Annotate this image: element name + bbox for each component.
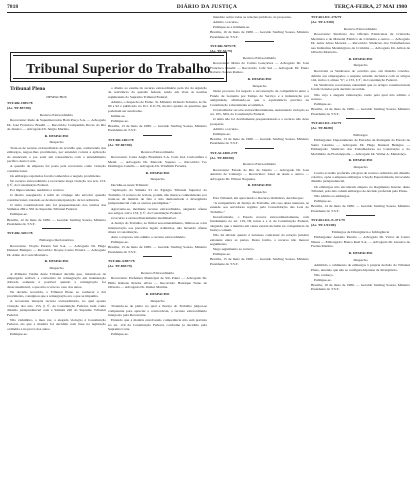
- case-number: TST-RR-1601/78: [108, 137, 134, 142]
- paragraph: Embargante: Departamento de Estradas de Rodagem do Estado de Santa Catarina — Advogado Dr. Hugo Danzeri Benigno — Embargado: Sindicato dos Trabalhadores na Construção e do Mobiliário de Florianópolis — Advogado Dr. Walter A. Mendonça.: [311, 138, 410, 156]
- section-heading: Despacho: [252, 190, 267, 195]
- case-number: TST-RR-4/487/78: [108, 259, 135, 264]
- paragraph: Os Sindicatos recorrentes entendem que os artigos constitucionais foram violados pela decisão recorrida.: [311, 83, 410, 92]
- case-number: TST-RO-DC-E-471/79: [311, 218, 345, 223]
- paragraph: Recorrente: Caixa Anglo Brasileira S.A. Com. Ind. Carbonífera e Metal. — Advogado Dr. Marcelo Sapeno — Recorrido: Ivo Domingos Canella — Advogado Dr. Wladimir Ferreira.: [108, 155, 207, 169]
- column-4: [311, 15, 410, 293]
- section-heading: Despacho: [150, 177, 165, 182]
- paragraph: Publique-se e intimem-se.: [213, 25, 250, 30]
- ruling-heading: R. DESPACHO: [145, 291, 170, 296]
- paragraph: Publique-se.: [314, 199, 332, 204]
- paragraph: Ante o exposto, não admito o recurso extraordinário.: [111, 235, 186, 240]
- issue-date: TERÇA-FEIRA, 27 MAI 1980: [334, 4, 407, 10]
- section-divider: [42, 228, 72, 229]
- section-heading: Recurso Extraordinário: [140, 149, 175, 154]
- paragraph: Não há dúvida quanto à natureza contratual da relação jurídica existente entre as partes. Desta forma, o recurso não merece seguimento.: [210, 233, 309, 247]
- section-heading: Recurso Extraordinário: [242, 55, 277, 60]
- section-heading: Recurso Extraordinário: [140, 270, 175, 275]
- section-divider: [346, 118, 376, 119]
- ruling-heading: R. DESPACHO: [44, 259, 69, 264]
- section-heading: Embargos Declaratórios: [39, 238, 74, 243]
- newspaper-name: DIÁRIO DA JUSTIÇA: [176, 4, 238, 10]
- paragraph: A recorrente interpôs recurso extraordinário, no qual aponta violação dos arts. 153, § 3º, da Constituição Federal, bem como dissídio jurisprudencial com a Súmula 220 do Supremo Tribunal Federal.: [7, 299, 106, 317]
- paragraph: Os embargos não encontram amparo no Regimento Interno deste Tribunal, pois não cabem embargos de decisão proferida pelo Pleno.: [311, 184, 410, 193]
- header-rule: [7, 12, 407, 13]
- paragraph: Trata-se de recurso extraordinário de acórdão que, conhecendo dos embargos, negou-lhes provimento, por entender correta a aplicação do enunciado e por estar em consonância com o entendimento pacífico desta Corte.: [7, 145, 106, 164]
- paragraph: A questão da empresa foi posta pela recorrente como violação constitucional.: [7, 164, 106, 173]
- ruling-heading: R. DESPACHO: [348, 158, 373, 163]
- section-heading: Embargos: [353, 132, 368, 137]
- column-1: [7, 86, 106, 337]
- paragraph: Admito, o despacho do Exmo. Sr. Ministro Orlando Teixeira, às fls. 90 e 92 e publicado no D.J. 9.11.79, motivo quanto às questões que poderiam ser suscitadas.: [108, 99, 207, 113]
- section-heading: Despacho: [49, 140, 64, 145]
- paragraph: O tema não foi devidamente prequestionado e o recurso não deve prosperar.: [210, 117, 309, 126]
- paragraph: Admitido o cabimento de embargos à própria decisão do Tribunal Pleno, entendo que não se configura hipótese de divergência.: [311, 263, 410, 272]
- section-divider: [346, 215, 376, 216]
- paragraph: Tratando-se de pleito no qual a Justiça do Trabalho julgou-se competente para apreciar a controvérsia, o recurso extraordinário interposto pela Recorrente.: [108, 304, 207, 318]
- paragraph: Decidiu-se neste Tribunal:: [111, 183, 149, 188]
- section-title: Tribunal Superior do Trabalho: [26, 61, 211, 76]
- case-number: (Ac. TP-1/2/80): [311, 20, 334, 25]
- paragraph: Admito o recurso.: [213, 20, 239, 25]
- paragraph: Publique-se.: [314, 102, 332, 107]
- paragraph: Não vislumbro, a meu ver, a alegada violação à Constituição Federal, eis que a matéria foi decidida com base na legislação ordinária e na prova dos autos.: [7, 317, 106, 331]
- paragraph: Nego seguimento ao recurso.: [213, 247, 255, 252]
- signature-line: Brasília, 13 de maio de 1980. — Geraldo Starling Soares, Ministro Presidente do T.S.T.: [108, 245, 207, 254]
- case-number: (Ac. TP-858/80): [210, 155, 234, 160]
- paragraph: Recorrente: Rede de Supermercados Bom Preço S.A. — Advogado Dr. José Francisco Boselli — Recorrido: Companhia Docas do Rio de Janeiro — Advogado Dr. Sérgio Martins.: [7, 118, 106, 132]
- paragraph: mandato sobre todas as relações jurídicas, às propostas.: [213, 15, 292, 19]
- paragraph: Publique-se.: [111, 118, 129, 123]
- paragraph: Na decisão recorrida, o Tribunal Pleno ao conhecer e dar provimento, consignou que a reintegração era o que se impunha.: [7, 289, 106, 299]
- column-2: [108, 86, 207, 337]
- paragraph: No recurso extraordinário a recorrente alega violação aos arts. 153, § 3º, da Constituição Federal.: [7, 178, 106, 188]
- section-heading: Embargos de Divergência e Infringência: [331, 229, 390, 234]
- paragraph: Publique-se.: [10, 212, 28, 217]
- paragraph: A Primeira Turma deste Tribunal decidiu que, tratando-se de empregado estável, a conversão da reintegração em indenização dobrada somente é possível quando a reintegração for desaconselhável, o que não ocorre no caso dos autos.: [7, 271, 106, 289]
- section-heading: Recurso Extraordinário: [39, 112, 74, 117]
- paragraph: Inconformado, o Estado recorre extraordinariamente, com fundamento no art. 119, III, letras a e d, da Constituição Federal, alegando que a matéria em causa estaria incluída na competência da Justiça comum.: [210, 214, 309, 233]
- section-heading: Despacho: [353, 63, 368, 68]
- case-number: TST-RO-DC-276/79: [311, 15, 342, 19]
- paragraph: Recorrente: Viação Paraná Sul S.A. — Advogado Dr. Hugo Danzeri Benigno — Recorrido: Roque Castro Pereira — Advogado Dr. Alino da Costa Monteiro.: [7, 243, 106, 257]
- paragraph: Publique-se.: [213, 252, 231, 257]
- case-number: (Ac. TP-867/80): [108, 142, 132, 147]
- case-number: TST-RR-1985/78: [7, 100, 33, 105]
- paragraph: o direito ao exame do recurso extraordinário pela via da arguição de relevância da questão federal, tendo em vista as normas regimentais do Supremo Tribunal Federal.: [108, 86, 207, 99]
- case-number: (Ac. TP-86/80): [311, 126, 333, 131]
- paragraph: Recorrem os Sindicatos do acórdão que, em dissídio coletivo, deferiu aos empregados o reajuste salarial, inclusive com os artigos 142, inciso I, alínea "b", e 153, § 3º, da Constituição Federal.: [311, 69, 410, 82]
- paragraph: Recorrente: Prefeitura Municipal de São Paulo — Advogado Dr. Hélio Rubens Pereira Alves — Recorrido: Henrique Nuno de Oliveira — Advogado Dr. Osmar Martins.: [108, 276, 207, 290]
- case-number: TST-RR-5075/78: [210, 44, 236, 49]
- section-divider: [143, 135, 173, 136]
- paragraph: Não admito os embargos.: [314, 194, 351, 199]
- paragraph: Agravante-se, mediante recurso extraordinário, alegando ofensa aos artigos 142 e 153, § 3º, da Constituição Federal.: [108, 206, 207, 215]
- paragraph: Por improcedente, inadmito o recurso.: [10, 188, 65, 193]
- paragraph: "Aplicação da Súmula 91 do Egrégio Tribunal Superior do Trabalho. O recurso de revista, porém, não merece conhecimento por tratar-se de matéria de fato e não demonstrada a divergência jurisprudencial com os arestos paradigmas.": [108, 188, 207, 206]
- signature-line: Brasília, 14 de maio de 1980. — Geraldo Starling Soares, Ministro Presidente do T.S.T.: [311, 107, 410, 116]
- paragraph: A Justiça do Trabalho, ao firmar seu entendimento, limitou-se a dar interpretação aos preceitos legais ordinários, não havendo ofensa direta à Constituição.: [108, 221, 207, 234]
- paragraph: Publique-se.: [111, 332, 129, 337]
- section-heading: Despacho: [353, 257, 368, 262]
- paragraph: O recurso é extraordinariamente inadmissível.: [111, 216, 177, 221]
- case-number: (Ac. TP-56/79): [210, 49, 232, 54]
- section-heading: Recurso Extraordinário: [343, 26, 378, 31]
- paragraph: Publique-se.: [111, 240, 129, 245]
- paragraph: Embargante: Antonio Pereira — Advogado Dr. Victor de Castro Nunes — Embargado: Banco Real S.A. — Advogado Dr. Gustavo de Freitas Martins.: [311, 235, 410, 249]
- paragraph: Entendo que a matéria envolvendo competência não está prevista no art. 119 da Constituição Federal, conforme já decidido pela Suprema Corte.: [108, 318, 207, 332]
- section-divider: [245, 41, 275, 42]
- paragraph: O tema constitucional não foi prequestionado nos termos das Súmulas 282 e 356 do Supremo Tribunal Federal.: [7, 202, 106, 212]
- case-number: (Ac. TP-1/01/80): [311, 223, 336, 228]
- signature-line: Brasília, 14 de maio de 1980. — Geraldo Starling Soares, Ministro Presidente do T.S.T.: [311, 204, 410, 213]
- banner-rule-bottom: [13, 78, 224, 79]
- signature-line: Brasília, 15 de maio de 1980. — Geraldo Starling Soares, Ministro Presidente do T.S.T.: [210, 257, 309, 266]
- ruling-heading: R. DESPACHO: [44, 133, 69, 138]
- paragraph: O direito assegurado à irmã do cônjuge não envolve questão constitucional, tratando-se de mera interpretação de lei ordinária.: [7, 193, 106, 202]
- paragraph: Os embargos rejeitados foram conhecidos e negado provimento.: [10, 173, 102, 178]
- paragraph: Neste processo foi negado a reconvenção da competência entre o Fundo de Garantia por Tempo de Serviço e a indenização por antiguidade, afirmando-se que a equivalência prevista na Constituição é meramente econômica.: [210, 89, 309, 107]
- banner-rule-top: [13, 55, 224, 56]
- case-number: TST-RO-DC-232/79: [311, 120, 342, 125]
- paragraph: Não conheço.: [314, 272, 334, 277]
- signature-line: Brasília, 12 de maio de 1980. — Geraldo Starling Soares, Ministro Presidente do T.S.T.: [7, 217, 106, 226]
- signature-line: Brasília, 19 de maio de 1980. — Geraldo Starling Soares, Ministro Presidente do T.S.T.: [311, 282, 410, 292]
- section-heading: Despacho: [49, 265, 64, 270]
- section-banner: [10, 52, 227, 82]
- section-heading: Despacho: [353, 164, 368, 169]
- paragraph: Esta Tribunal, em apreciando o Recurso Ordinário, decidiu que:: [213, 195, 304, 200]
- ruling-heading: R. DESPACHO: [247, 76, 272, 81]
- ruling-heading: R. DESPACHO: [348, 56, 373, 61]
- paragraph: "A competência da Justiça do Trabalho, em caso desta natureza, se estende aos servidores regidos pela Consolidação das Leis do Trabalho.": [210, 200, 309, 214]
- court-heading: Tribunal Pleno: [10, 86, 46, 92]
- paragraph: Recorrente: Maria do Carmo Gonçalves — Advogado Dr. José Francisco Boselli — Recorrido: Café Sul — Advogado Dr. Paulo Roberto Soares Ramos.: [210, 61, 309, 75]
- case-number: TST-RR-3201/78: [7, 231, 33, 236]
- section-heading: DESPACHOS: [46, 95, 67, 100]
- section-heading: Despacho: [150, 298, 165, 303]
- paragraph: Não vejo a alegada vulneração, razão pela qual não admito o recurso.: [311, 92, 410, 101]
- case-number: (Ac. TP-857/80): [7, 105, 31, 110]
- paragraph: Intime-se.: [111, 113, 126, 118]
- signature-line: Brasília, 13 de maio de 1980. — Geraldo Starling Soares, Ministro Presidente do T.S.T.: [108, 124, 207, 133]
- section-divider: [245, 148, 275, 149]
- ruling-heading: R. DESPACHO: [348, 250, 373, 255]
- case-number: TST-AI-4400-2/79: [210, 150, 238, 155]
- paragraph: Admito o recurso.: [213, 126, 239, 131]
- signature-line: Brasília, 16 de maio de 1980. — Geraldo Starling Soares, Ministro Presidente do T.S.T.: [210, 30, 309, 39]
- paragraph: Publique-se.: [10, 331, 28, 336]
- ruling-heading: R. DESPACHO: [145, 170, 170, 175]
- paragraph: Recorrente: Estado do Rio de Janeiro — Advogado Dr. José Antônio de Camargo — Recorridos: Jonel de Assis e outros — Advogado Dr. Wilson Nogueira.: [210, 167, 309, 181]
- paragraph: Publique-se.: [314, 277, 332, 282]
- ruling-heading: R. DESPACHO: [247, 183, 272, 188]
- section-divider: [143, 256, 173, 257]
- section-heading: Despacho: [252, 83, 267, 88]
- paragraph: Recorrente: Sindicato dos Oficiais Eletricistas de Cristóvão Mecânica e de Material Elétrico de Criciúma e outros — Advogado Dr. Artur Alves Moreira — Recorrido: Sindicato dos Trabalhadores nas Indústrias Metalúrgicas de Criciúma — Advogado Dr. Ailton de Oliveira Monteiro.: [311, 32, 410, 55]
- paragraph: Publique-se.: [213, 131, 231, 136]
- signature-line: Brasília, 13 de maio de 1980. — Geraldo Starling Soares, Ministro Presidente do T.S.T.: [210, 136, 309, 146]
- paragraph: Contra acórdão proferido em grau de recurso ordinário em dissídio coletivo, opõe a empresa embargos à Seção Especializada, invocando dissídio jurisprudencial.: [311, 170, 410, 184]
- case-number: (Ac. TP-858/79): [108, 264, 132, 269]
- column-3: [210, 15, 309, 267]
- paragraph: O trabalhador recorre extraordinariamente, sustentando violação ao art. 165, XIII, da Constituição Federal.: [210, 107, 309, 117]
- section-heading: Recurso Extraordinário: [242, 162, 277, 167]
- page-number: 7818: [7, 4, 19, 10]
